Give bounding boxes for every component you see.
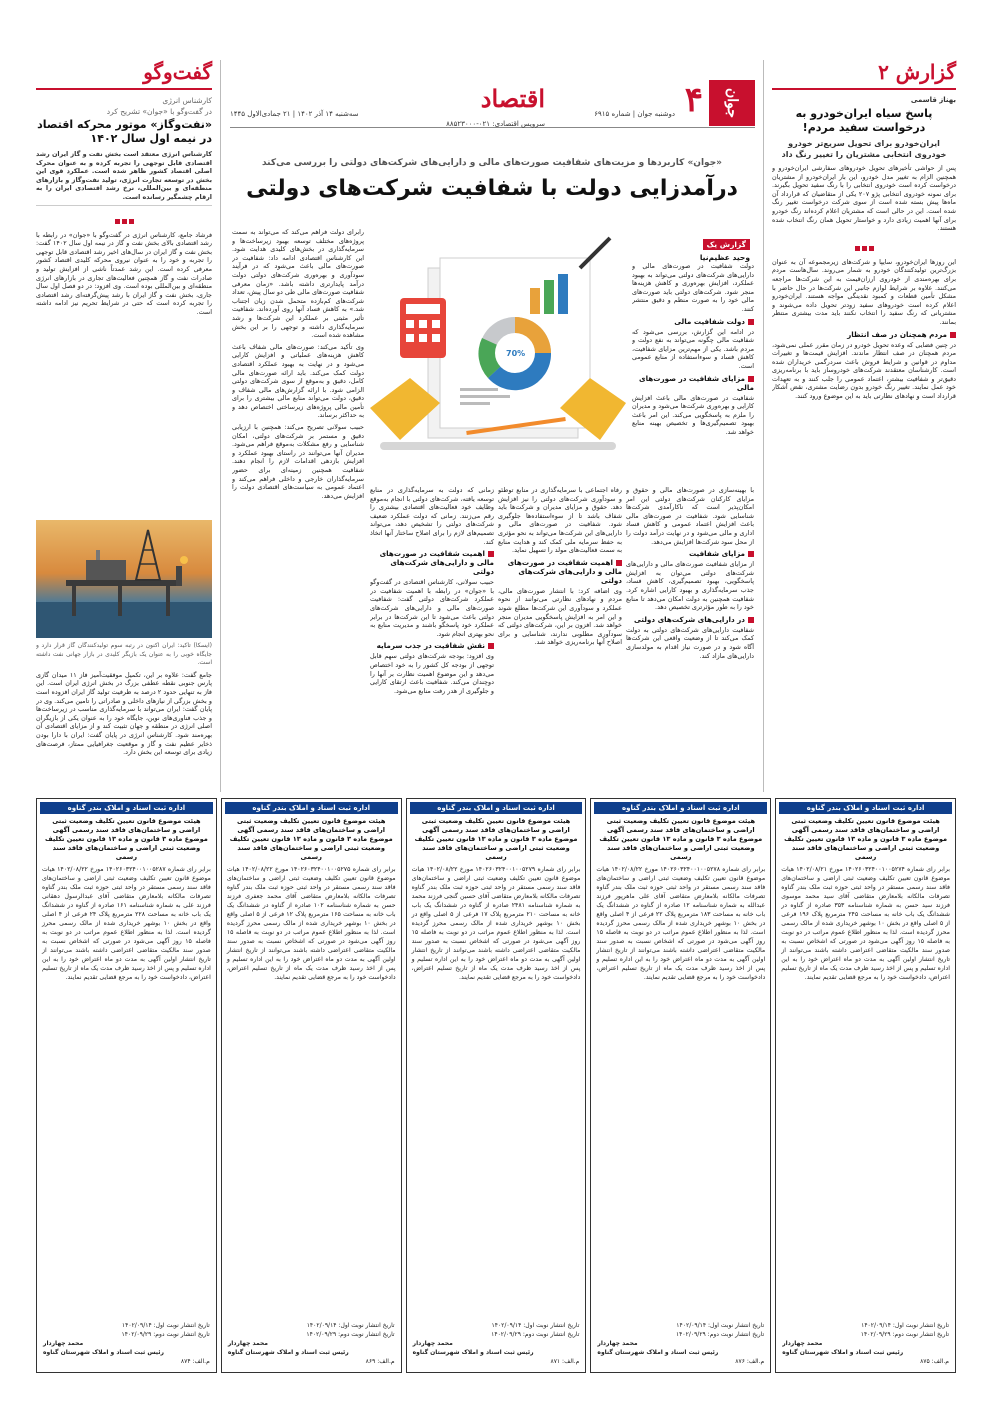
issue-line: دوشنبه جوان | شماره ۶۹۱۵: [594, 110, 675, 118]
notice-body: برابر رای شماره ۱۴۰۲۶۰۳۲۴۰۰۱۰۰۵۲۷۸ مورخ ۱۴۰۲/۰۸/۲۲ هیات موضوع قانون تعیین تکلیف وضعیت ثبتی اراضی و ساختمان‌های فاقد سند رسمی مستقر در واحد ثبتی حوزه ثبت ملک بندر گناوه تصرفات مالکانه بلامعارض متقاضی آقای علی ماهرپور فرزند عبدالله به شماره شناسنامه ۱۲ صادره از گناوه در ششدانگ یک باب خانه به مساحت ۱۸۳ مترمربع پلاک ۲۲ فرعی از ۴ اصلی واقع در بخش ۱۰ بوشهر خریداری شده از مالک رسمی محرز گردیده است. لذا به منظور اطلاع عموم مراتب در دو نوبت به فاصله ۱۵ روز آگهی می‌شود در صورتی که اشخاص نسبت به صدور سند مالکیت متقاضی اعتراضی داشته باشند می‌توانند از تاریخ انتشار اولین آگهی به مدت دو ماه اعتراض خود را به این اداره تسلیم و پس از اخذ رسید ظرف مدت یک ماه از تاریخ تسلیم اعتراض، دادخواست خود را به مرجع قضایی تقدیم نمایند.: [596, 866, 766, 981]
financial-report-illustration: [370, 228, 626, 480]
notice-body: برابر رای شماره ۱۴۰۲۶۰۳۲۴۰۰۱۰۰۵۲۷۴ مورخ ۱۴۰۲/۰۸/۲۱ هیات موضوع قانون تعیین تکلیف وضعیت ثبتی اراضی و ساختمان‌های فاقد سند رسمی مستقر در واحد ثبتی حوزه ثبت ملک بندر گناوه تصرفات مالکانه بلامعارض متقاضی آقای سید محمد موسوی فرزند سید حسن به شماره شناسنامه ۳۵۳ صادره از گناوه در ششدانگ یک باب خانه به مساحت ۲۴۵ مترمربع پلاک ۱۹۶ فرعی از ۵ اصلی واقع در بخش ۱۰ بوشهر خریداری شده از مالک رسمی محرز گردیده است. لذا به منظور اطلاع عموم مراتب در دو نوبت به فاصله ۱۵ روز آگهی می‌شود در صورتی که اشخاص نسبت به صدور سند مالکیت متقاضی اعتراضی داشته باشند می‌توانند از تاریخ انتشار اولین آگهی به مدت دو ماه اعتراض خود را به این اداره تسلیم و پس از اخذ رسید ظرف مدت یک ماه از تاریخ تسلیم اعتراض، دادخواست خود را به مرجع قضایی تقدیم نمایند.: [781, 866, 951, 981]
notice-header: اداره ثبت اسناد و املاک بندر گناوه: [40, 802, 213, 814]
notice-footer: [413, 1321, 580, 1366]
main-article-headline: درآمدزایی دولت با شفافیت شرکت‌های دولتی: [246, 176, 738, 201]
article-col3-text-b: وی اضافه کرد: با انتشار صورت‌های مالی، مردم و نهادهای نظارتی می‌توانند از نحوه عملکرد و سودآوری این شرکت‌ها مطلع شوند و این امر به افزایش پاسخگویی مدیران منجر خواهد شد. افزون بر این، شرکت‌های دولتی که سودآوری مطلوبی ندارند، شناسایی و برای اصلاح آنها برنامه‌ریزی خواهد شد.: [498, 586, 622, 647]
oil-platform-illustration: [36, 520, 212, 638]
article-col5-text: دولت شفافیت در صورت‌های مالی و دارایی‌های شرکت‌های دولتی می‌تواند به بهبود عملکرد، افزایش بهره‌وری و کاهش هزینه‌ها منجر شود. شرکت‌های دولتی باید صورت‌های مالی خود را به صورت منظم و دقیق منتشر کنند.: [632, 262, 754, 313]
date-line: سه‌شنبه ۱۴ آذر ۱۴۰۲ | ۲۱ جمادی‌الاول ۱۴۴۵: [230, 110, 359, 118]
notice-subject: هیئت موضوع قانون تعیین تکلیف وضعیت ثبتی اراضی و ساختمان‌های فاقد سند رسمی آگهی موضوع ماده ۳ قانون و ماده ۱۳ قانون تعیین تکلیف وضعیت ثبتی اراضی و ساختمان‌های فاقد سند رسمی: [229, 817, 393, 861]
article-col5-text-c: شفافیت در صورت‌های مالی باعث افزایش کارایی و بهره‌وری شرکت‌ها می‌شود و مدیران را ملزم به پاسخگویی می‌کند. این امر باعث بهبود تصمیم‌گیری‌ها و تخصیص بهینه منابع خواهد شد.: [632, 393, 754, 436]
author-name: وحید عظیم‌نیا: [699, 253, 750, 262]
report2-body2: این روزها ایران‌خودرو، سایپا و شرکت‌های زیرمجموعه آن به عنوان بزرگ‌ترین تولیدکنندگان خودرو به شمار می‌روند. سال‌هاست مردم برای بهره‌مندی از خودروی ارزان‌قیمت به این شرکت‌ها مراجعه می‌کنند. علاوه بر شرایط لوازم جانبی این شرکت‌ها در حال حاضر با مشکل تأمین قطعات و کمبود نقدینگی مواجه هستند. ایران‌خودرو اعلام کرده است خودروهای سفید زودتر تحویل داده می‌شوند و مشتریانی که رنگ سفید را انتخاب نکنند باید مدت بیشتری منتظر بمانند.: [772, 257, 956, 326]
notice-date2: تاریخ انتشار نوبت دوم: ۱۴۰۲/۰۹/۲۹: [860, 1331, 949, 1338]
notice-date1: تاریخ انتشار نوبت اول: ۱۴۰۲/۰۹/۱۴: [306, 1322, 395, 1329]
chart-percent-label: 70%: [506, 349, 526, 358]
notice-signer: محمد چهاردار: [597, 1340, 638, 1347]
legal-notice: [36, 798, 217, 1373]
notice-date2: تاریخ انتشار نوبت دوم: ۱۴۰۲/۰۹/۲۹: [675, 1331, 765, 1338]
column-divider: [220, 60, 221, 792]
interview-continuation: [36, 642, 212, 792]
interview-lead: کارشناس انرژی معتقد است بخش نفت و گاز ایران رشد اقتصادی قابل توجهی را تجربه کرده و به عنوان محرک اصلی اقتصاد کشور ظاهر شده است. عملکرد قوی این بخش در توسعه تجارت انرژی، تولید نفت‌وگاز و بازارهای منطقه‌ای و بین‌المللی، نرخ رشد اقتصادی ایران را به ارقام چشمگیر رسانده است.: [36, 150, 212, 206]
article-col4-subhead1-text: مزایای شفافیت: [688, 549, 745, 559]
page-masthead: [230, 80, 755, 128]
interview-body2: جامع گفت: علاوه بر این، تکمیل موفقیت‌آمیز فاز ۱۱ میدان گازی پارس جنوبی نقطه عطفی بزرگ در بخش انرژی ایران است. این فاز به تنهایی حدود ۲ درصد به ظرفیت تولید گاز ایران افزوده است و بخش بزرگی از نیازهای داخلی و صادراتی را تامین می‌کند. وی در پایان گفت: ایران می‌تواند با سرمایه‌گذاری مناسب در زیرساخت‌ها و جذب فناوری‌های نوین، جایگاه خود را به عنوان یکی از بازیگران اصلی انرژی در منطقه و جهان تثبیت کند و از مزایای اقتصادی آن بهره‌مند شود. کارشناس انرژی در پایان گفت: ایران با دارا بودن ذخایر عظیم نفت و گاز و موقعیت جغرافیایی ممتاز، فرصت‌های زیادی برای توسعه این بخش دارد.: [36, 670, 212, 757]
main-article-kicker: «جوان» کاربردها و مزیت‌های شفافیت صورت‌های مالی و دارایی‌های شرکت‌های دولتی را بررسی می‌کند: [261, 158, 722, 168]
interview-headline: «نفت‌وگاز» موتور محرکه اقتصاد در نیمه اول سال ۱۴۰۲: [37, 118, 212, 145]
report2-subhead1: [772, 330, 956, 339]
article-col5-text-b: در ادامه این گزارش، بررسی می‌شود که شفافیت مالی چگونه می‌تواند به نفع دولت و مردم باشد. یکی از مهم‌ترین مزایای شفافیت، کاهش فساد و سوءاستفاده از منابع عمومی است.: [632, 327, 754, 370]
notice-footer: [782, 1321, 949, 1366]
notice-header: اداره ثبت اسناد و املاک بندر گناوه: [410, 802, 583, 814]
notice-subject: هیئت موضوع قانون تعیین تکلیف وضعیت ثبتی اراضی و ساختمان‌های فاقد سند رسمی آگهی موضوع ماده ۳ قانون و ماده ۱۳ قانون تعیین تکلیف وضعیت ثبتی اراضی و ساختمان‌های فاقد سند رسمی: [599, 817, 763, 861]
interview-column: [36, 96, 212, 516]
notice-signer-title: رئیس ثبت اسناد و املاک شهرستان گناوه: [43, 1349, 164, 1356]
notice-date2: تاریخ انتشار نوبت دوم: ۱۴۰۲/۰۹/۲۹: [491, 1331, 580, 1338]
article-column-3: [498, 486, 622, 788]
notice-signer: محمد چهاردار: [43, 1340, 84, 1347]
article-col4-text-b: از مزایای شفافیت صورت‌های مالی و دارایی‌های شرکت‌های دولتی می‌توان به افزایش پاسخگویی، بهبود تصمیم‌گیری، کاهش فساد، جذب سرمایه‌گذاری و بهبود کارایی اشاره کرد. شفافیت همچنین به دولت امکان می‌دهد تا منابع خود را به طور مؤثرتری تخصیص دهد.: [626, 560, 754, 612]
article-col5-subhead2: [632, 374, 754, 392]
notice-subject: هیئت موضوع قانون تعیین تکلیف وضعیت ثبتی اراضی و ساختمان‌های فاقد سند رسمی آگهی موضوع ماده ۳ قانون و ماده ۱۳ قانون تعیین تکلیف وضعیت ثبتی اراضی و ساختمان‌های فاقد سند رسمی: [44, 817, 208, 861]
oil-platform-photo: [36, 520, 212, 638]
separator-squares: [36, 209, 212, 228]
report2-column: [772, 96, 956, 792]
column-divider: [763, 60, 764, 792]
article-col3-text: رفاه اجتماعی با سرمایه‌گذاری در منابع توطئو و سودآوری شرکت‌های دولتی را نیز افزایش دهد. حقوق و مزایای مدیران و شرکت‌ها باید شفاف باشد تا از سوءاستفاده‌ها جلوگیری شود. شفافیت در صورت‌های مالی و دارایی‌های این شرکت‌ها می‌تواند به نحو مؤثری به حفظ سرمایه ملی کمک کند و هدایت منابع به سمت فعالیت‌های مولد را تسهیل نماید.: [498, 486, 622, 555]
notice-signer-title: رئیس ثبت اسناد و املاک شهرستان گناوه: [227, 1349, 349, 1356]
notice-header: اداره ثبت اسناد و املاک بندر گناوه: [779, 802, 952, 814]
page-number: ۴: [684, 80, 703, 120]
interview-body: فرشاد جامع، کارشناس انرژی در گفت‌وگو با «جوان» در رابطه با رشد اقتصادی بالای بخش نفت و گاز در نیمه اول سال ۱۴۰۲ گفت: بخش نفت و گاز ایران در سال‌های اخیر رشد اقتصادی قابل توجهی را تجربه و خود را به عنوان نیروی محرکه کلیدی اقتصاد کشور معرفی کرده است. این رشد عمدتاً ناشی از افزایش تولید و صادرات نفت و گاز همچنین فعالیت‌های تجاری در بازارهای انرژی منطقه‌ای و بین‌المللی بوده است. وی افزود: در دو فصل اول سال جاری، بخش نفت و گاز ایران با رشد پیش‌گرفته‌ای رشد اقتصادی را تجربه کرده است که حتی در شرایط تحریم نیز ادامه داشته است.: [36, 230, 212, 316]
article-col1-text-b: وی تأکید می‌کند: صورت‌های مالی شفاف باعث کاهش هزینه‌های عملیاتی و افزایش کارایی می‌شود و در نهایت به بهبود عملکرد اقتصادی دولت کمک می‌کند. باید ارائه صورت‌های مالی کامل، دقیق و به‌موقع از سوی شرکت‌های دولتی الزامی شود. با ارائه گزارش‌های مالی شفاف و دقیق، دولت می‌تواند منابع مالی بیشتری را برای تأمین مالی پروژه‌های زیرساختی اختصاص دهد و به حداکثر برساند.: [232, 342, 364, 420]
article-col5-subhead1: [632, 317, 754, 326]
notice-header: اداره ثبت اسناد و املاک بندر گناوه: [594, 802, 767, 814]
report2-author: بهناز قاسمی: [910, 96, 956, 104]
article-column-4: [626, 486, 754, 788]
report-tag-label: گزارش یک: [703, 239, 750, 250]
article-col1-text: رابرای دولت فراهم می‌کند که می‌تواند به سمت پروژه‌های مختلف توسعه بهبود زیرساخت‌ها و سرمایه‌گذاری در بخش‌های کلیدی هدایت شود. این کارشناس اقتصادی ادامه داد: شفافیت در صورت‌های مالی باعث می‌شود که در فرآیند سودآوری و بهره‌وری شرکت‌های دولتی دولت درآمد پایدارتری داشته باشد. «زمان معرفی شفافیت صورت‌های مالی طی دو سال پیش، تعداد شرکت‌های کم‌بازده متحمل شدن زیان اجتناب شد.» به کاهش فساد آنها روی آورده‌اند. شفافیت تأثیر مثبتی بر عملکرد این شرکت‌ها و رشد سرمایه‌گذاری داشته و توجهی را بر این بخش مشاهده شده است.: [232, 228, 364, 340]
notice-signer-title: رئیس ثبت اسناد و املاک شهرستان گناوه: [597, 1349, 719, 1356]
notice-footer: [43, 1321, 210, 1366]
notice-date1: تاریخ انتشار نوبت اول: ۱۴۰۲/۰۹/۱۴: [121, 1322, 210, 1329]
report2-subhead1-text: مردم همچنان در صف انتظار: [847, 329, 947, 339]
legal-notice: [775, 798, 956, 1373]
notice-signer: محمد چهاردار: [412, 1340, 453, 1347]
article-col3-subhead1: [498, 558, 622, 585]
article-col2-subhead2-text: نقش شفافیت در جذب سرمایه: [376, 641, 485, 651]
notice-body: برابر رای شماره ۱۴۰۲۶۰۳۲۴۰۰۱۰۰۵۲۷۹ مورخ ۱۴۰۲/۰۸/۲۲ هیات موضوع قانون تعیین تکلیف وضعیت ثبتی اراضی و ساختمان‌های فاقد سند رسمی مستقر در واحد ثبتی حوزه ثبت ملک بندر گناوه تصرفات مالکانه بلامعارض متقاضی آقای حسین گنجی فرزند محمد به شماره شناسنامه ۲۴۸۱ صادره از گناوه در ششدانگ یک باب خانه به مساحت ۲۱۰ مترمربع پلاک ۱۷ فرعی از ۵ اصلی واقع در بخش ۱۰ بوشهر خریداری شده از مالک رسمی محرز گردیده است. لذا به منظور اطلاع عموم مراتب در دو نوبت به فاصله ۱۵ روز آگهی می‌شود در صورتی که اشخاص نسبت به صدور سند مالکیت متقاضی اعتراضی داشته باشند می‌توانند از تاریخ انتشار اولین آگهی به مدت دو ماه اعتراض خود را به این اداره تسلیم و پس از اخذ رسید ظرف مدت یک ماه از تاریخ تسلیم اعتراض، دادخواست خود را به مرجع قضایی تقدیم نمایند.: [411, 866, 581, 981]
notice-code: م.الف: ۸۶۹: [365, 1358, 395, 1365]
article-col4-text-c: شفافیت دارایی‌های شرکت‌های دولتی به دولت کمک می‌کند تا از وضعیت واقعی این شرکت‌ها آگاه شود و در صورت نیاز اقدام به مولدسازی دارایی‌های مازاد کند.: [626, 625, 754, 660]
article-col2-text: زمانی که دولت به سرمایه‌گذاری در منابع توسعه یافته، شرکت‌های دولتی با انجام به‌موقع وظایف خود فعالیت‌های اقتصادی بیشتری را رقم می‌زنند. زمانی که دولت عملکرد ضعیف شرکت‌های دولتی را تشخیص دهد، می‌تواند تصمیم‌های لازم را برای اصلاح ساختار آنها اتخاذ کند.: [370, 486, 494, 546]
article-col2-text-b: حبیب سولانی، کارشناس اقتصادی در گفت‌وگو با «جوان» در رابطه با اهمیت شفافیت در عملکرد شرکت‌های دولتی گفت: شفافیت صورت‌های مالی و دارایی‌های شرکت‌های دولتی باعث می‌شود تا این شرکت‌ها در برابر عملکرد خود پاسخگو باشند و مدیریت منابع به نحو بهتری انجام شود.: [370, 578, 494, 638]
photo-caption: (ایسکا) تاکید: ایران اکنون در رتبه سوم تولیدکنندگان گاز قرار دارد و جایگاه خوبی را به عنوان یک بازیگر کلیدی در بازار جهانی نفت داشته است.: [36, 642, 212, 667]
report2-body: پس از حواشی تأخیرهای تحویل خودروهای سفارشی ایران‌خودرو و همچنین الزام به تغییر مدل خودرو، این بار ایران‌خودرو از مشتریان درخواست کرده است خودروی انتخابی را با رنگ سفید تحویل بگیرند. برای نمونه خودروی انتخابی پژو ۲۰۷ یکی از متقاضیان که قرارداد آن ماه‌ها پیش بسته شده است از سوی شرکت درخواست تغییر رنگ شده است. این در حالی است که مشتریان اعلام کرده‌اند رنگ خودرو برای آنها اهمیت زیادی دارد و خواستار تحویل همان رنگ انتخاب شده هستند.: [772, 164, 956, 233]
article-col5-subhead2-text: مزایای شفافیت در صورت‌های مالی: [639, 373, 754, 392]
notice-code: م.الف: ۸۷۴: [180, 1358, 210, 1365]
article-col4-subhead1: [626, 549, 754, 558]
article-column-5: [632, 262, 754, 482]
article-column-2: [370, 486, 494, 788]
notice-footer: [228, 1321, 395, 1366]
newspaper-logo: جوان: [709, 80, 755, 126]
notice-code: م.الف: ۸۷۱: [550, 1358, 580, 1365]
notice-date1: تاریخ انتشار نوبت اول: ۱۴۰۲/۰۹/۱۴: [676, 1322, 765, 1329]
article-column-1: [232, 228, 364, 788]
section-title: اقتصاد: [480, 84, 545, 113]
main-article-illustration: [370, 228, 626, 480]
notice-date2: تاریخ انتشار نوبت دوم: ۱۴۰۲/۰۹/۲۹: [121, 1331, 210, 1338]
notice-body: برابر رای شماره ۱۴۰۲۶۰۳۲۴۰۰۱۰۰۵۲۸۷ مورخ ۱۴۰۲/۰۸/۲۲ هیات موضوع قانون تعیین تکلیف وضعیت ثبتی اراضی و ساختمان‌های فاقد سند رسمی مستقر در واحد ثبتی حوزه ثبت ملک بندر گناوه تصرفات مالکانه بلامعارض متقاضی آقای عبدالرسول دهقانی فرزند علی به شماره شناسنامه ۱۶۱ صادره از گناوه در ششدانگ یک باب خانه به مساحت ۲۲۸ مترمربع پلاک ۲۴ فرعی از ۴ اصلی واقع در بخش ۱۰ بوشهر خریداری شده از مالک رسمی محرز گردیده است. لذا به منظور اطلاع عموم مراتب در دو نوبت به فاصله ۱۵ روز آگهی می‌شود در صورتی که اشخاص نسبت به صدور سند مالکیت متقاضی اعتراضی داشته باشند می‌توانند از تاریخ انتشار اولین آگهی به مدت دو ماه اعتراض خود را به این اداره تسلیم و پس از اخذ رسید ظرف مدت یک ماه از تاریخ تسلیم اعتراض، دادخواست خود را به مرجع قضایی تقدیم نمایند.: [42, 866, 211, 981]
article-col4-subhead2-text: در دارایی‌های شرکت‌های دولتی: [634, 614, 745, 624]
notice-code: م.الف: ۸۷۵: [920, 1358, 949, 1365]
notice-code: م.الف: ۸۷۶: [735, 1358, 765, 1365]
report2-section-title: گزارش ۲: [878, 60, 956, 84]
article-col2-subhead1: [370, 549, 494, 576]
report2-subhead: ایران‌خودرو برای تحویل سریع‌تر خودرو خودروی انتخابی مشتریان را تغییر رنگ داد: [781, 139, 947, 159]
notice-subject: هیئت موضوع قانون تعیین تکلیف وضعیت ثبتی اراضی و ساختمان‌های فاقد سند رسمی آگهی موضوع ماده ۳ قانون و ماده ۱۳ قانون تعیین تکلیف وضعیت ثبتی اراضی و ساختمان‌های فاقد سند رسمی: [784, 817, 948, 861]
report-tag: [632, 232, 750, 262]
report2-body3: در چنین فضایی که وعده تحویل خودرو در زمان مقرر عملی نمی‌شود، مردم همچنان در صف انتظار ماندند. افزایش قیمت‌ها و تغییرات مداوم در قوانین و شرایط فروش باعث سردرگمی خریداران شده است. کارشناسان معتقدند شرکت‌های خودروساز باید با برنامه‌ریزی دقیق‌تر و شفافیت بیشتر، اعتماد عمومی را جلب کنند و به تعهدات خود عمل نمایند. تغییر رنگ خودرو بدون رضایت مشتری، نقض آشکار قرارداد است و نهادهای نظارتی باید به این موضوع ورود کنند.: [772, 340, 956, 401]
legal-notice: [221, 798, 402, 1373]
article-col1-text-c: حبیب سولانی تصریح می‌کند: همچنین با ارزیابی دقیق و مستمر بر شرکت‌های دولتی، امکان شناسایی و رفع مشکلات به‌موقع فراهم می‌شود. مدیران آنها می‌توانند در راستای بهبود عملکرد و افزایش بازدهی اقدامات لازم را انجام دهند. شفافیت همچنین زمینه‌ای برای حضور سرمایه‌گذاران خارجی و داخلی فراهم می‌کند و اعتماد عمومی به سیاست‌های اقتصادی دولت را افزایش می‌دهد.: [232, 423, 364, 500]
notice-date1: تاریخ انتشار نوبت اول: ۱۴۰۲/۰۹/۱۴: [491, 1322, 580, 1329]
notice-date1: تاریخ انتشار نوبت اول: ۱۴۰۲/۰۹/۱۴: [861, 1322, 949, 1329]
legal-notices-row: [36, 798, 956, 1373]
service-line: سرویس اقتصادی: ۰۲۱-۸۸۵۲۳۰۰۰: [446, 120, 545, 128]
article-col2-subhead1-text: اهمیت شفافیت در صورت‌های مالی و دارایی‌های شرکت‌های دولتی: [379, 549, 494, 577]
article-col4-subhead2: [626, 615, 754, 624]
notice-date2: تاریخ انتشار نوبت دوم: ۱۴۰۲/۰۹/۲۹: [306, 1331, 395, 1338]
notice-body: برابر رای شماره ۱۴۰۲۶۰۳۲۴۰۰۱۰۰۵۲۷۵ مورخ ۱۴۰۲/۰۸/۲۲ هیات موضوع قانون تعیین تکلیف وضعیت ثبتی اراضی و ساختمان‌های فاقد سند رسمی مستقر در واحد ثبتی حوزه ثبت ملک بندر گناوه تصرفات مالکانه بلامعارض متقاضی آقای محمد جعفری فرزند حسن به شماره شناسنامه ۱۰۲ صادره از گناوه در ششدانگ یک باب خانه به مساحت ۱۶۵ مترمربع پلاک ۱۲ فرعی از ۵ اصلی واقع در بخش ۱۰ بوشهر خریداری شده از مالک رسمی محرز گردیده است. لذا به منظور اطلاع عموم مراتب در دو نوبت به فاصله ۱۵ روز آگهی می‌شود در صورتی که اشخاص نسبت به صدور سند مالکیت متقاضی اعتراضی داشته باشند می‌توانند از تاریخ انتشار اولین آگهی به مدت دو ماه اعتراض خود را به این اداره تسلیم و پس از اخذ رسید ظرف مدت یک ماه از تاریخ تسلیم اعتراض، دادخواست خود را به مرجع قضایی تقدیم نمایند.: [226, 866, 396, 981]
interview-kicker: کارشناس انرژی: [162, 96, 212, 105]
notice-footer: [597, 1321, 764, 1366]
article-col2-subhead2: [370, 641, 494, 650]
article-col2-text-c: وی افزود: بودجه شرکت‌های دولتی سهم قابل توجهی از بودجه کل کشور را به خود اختصاص می‌دهد و این موضوع اهمیت نظارت بر آنها را دوچندان می‌کند. شفافیت باعث ارتقای کارایی و جلوگیری از هدر رفت منابع می‌شود.: [370, 652, 494, 695]
notice-signer: محمد چهاردار: [227, 1340, 269, 1347]
notice-signer: محمد چهاردار: [782, 1340, 823, 1347]
interview-section-title: گفت‌وگو: [143, 60, 212, 84]
notice-subject: هیئت موضوع قانون تعیین تکلیف وضعیت ثبتی اراضی و ساختمان‌های فاقد سند رسمی آگهی موضوع ماده ۳ قانون و ماده ۱۳ قانون تعیین تکلیف وضعیت ثبتی اراضی و ساختمان‌های فاقد سند رسمی: [414, 817, 578, 861]
report2-headline: پاسخ سیاه ایران‌خودرو به درخواست سفید مردم!: [795, 107, 933, 134]
article-col3-subhead1-text: اهمیت شفافیت در صورت‌های مالی و دارایی‌های شرکت‌های دولتی: [507, 557, 622, 585]
report2-section-header: [772, 60, 956, 90]
legal-notice: [590, 798, 771, 1373]
article-col5-subhead1-text: دولت شفافیت مالی: [674, 316, 745, 326]
legal-notice: [406, 798, 587, 1373]
interview-kicker2: در گفت‌وگو با «جوان» تشریح کرد: [106, 107, 212, 116]
interview-section-header: [36, 60, 212, 90]
notice-signer-title: رئیس ثبت اسناد و املاک شهرستان گناوه: [782, 1349, 904, 1356]
article-col4-text: با بهینه‌سازی در صورت‌های مالی و حقوق و مزایای کارکنان شرکت‌های دولتی این امر امکان‌پذیر است که ناکارآمدی شرکت‌ها شناسایی شود. شفافیت در صورت‌های مالی باعث افزایش اعتماد عمومی و کاهش فساد اداری و مالی می‌شود و در نهایت درآمد دولت را از محل سود شرکت‌ها افزایش می‌دهد.: [626, 486, 754, 546]
separator-squares: [772, 236, 956, 255]
notice-header: اداره ثبت اسناد و املاک بندر گناوه: [225, 802, 398, 814]
notice-signer-title: رئیس ثبت اسناد و املاک شهرستان گناوه: [412, 1349, 534, 1356]
